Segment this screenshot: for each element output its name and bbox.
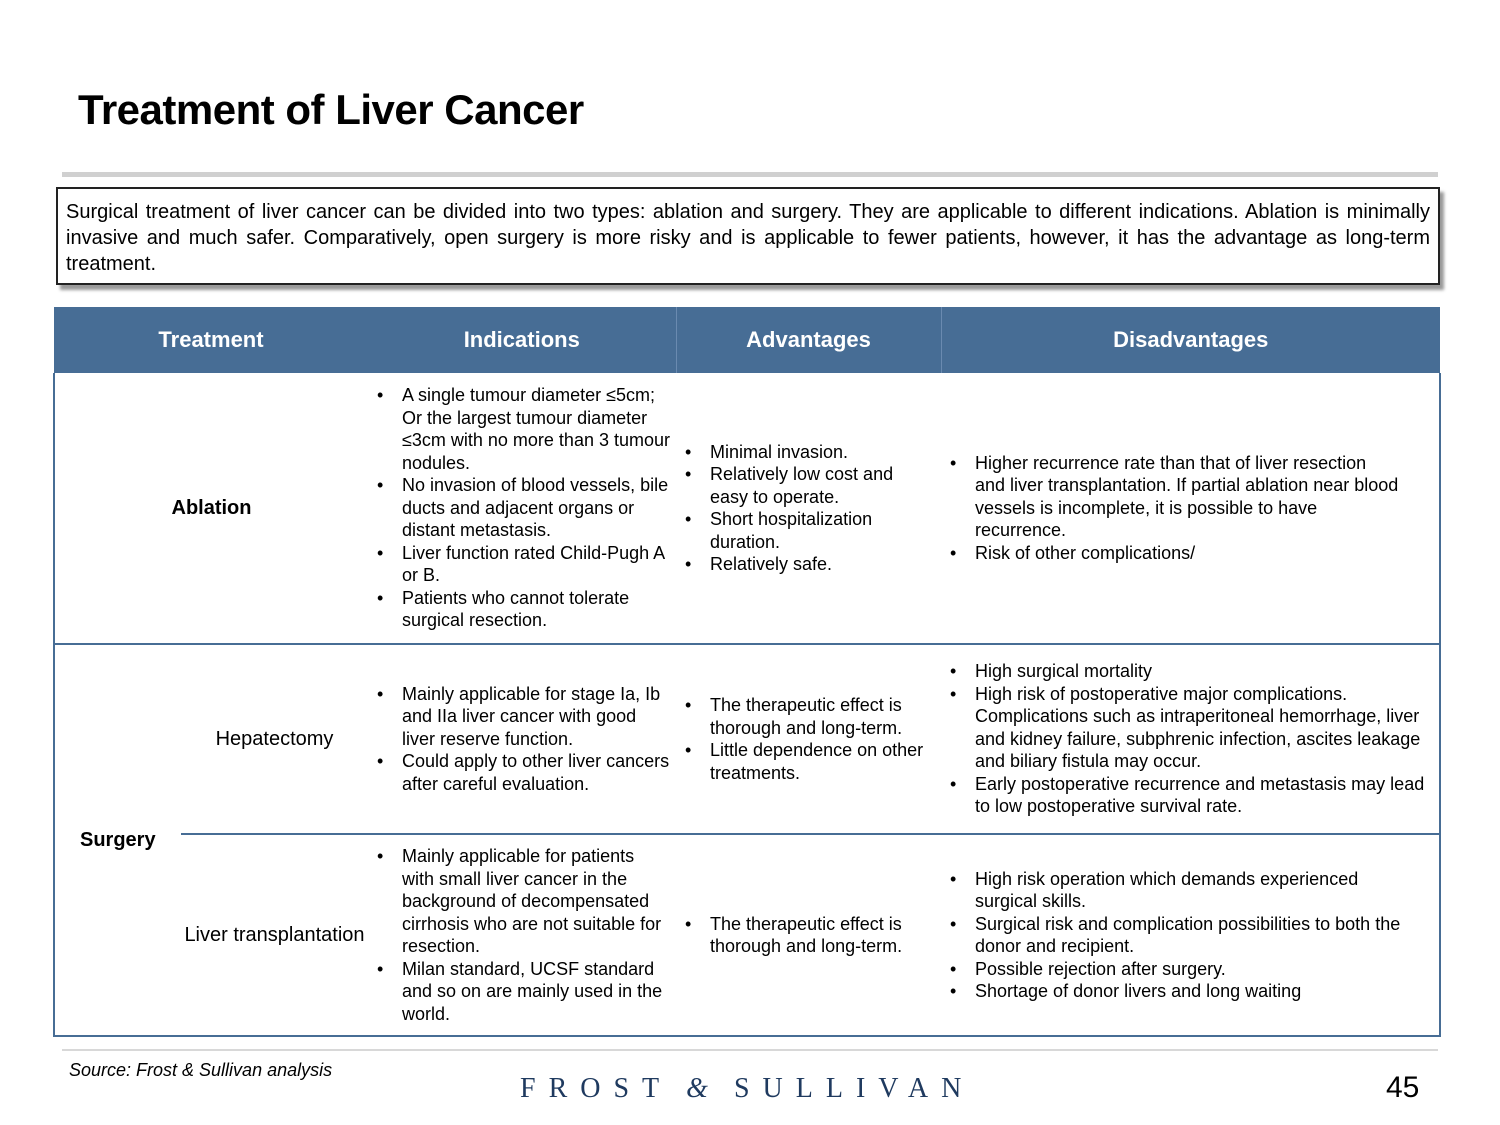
frost-sullivan-logo: [520, 1073, 980, 1107]
logo-text-left: FROST: [520, 1073, 673, 1104]
page-title: Treatment of Liver Cancer: [78, 86, 584, 133]
source-note: Source: Frost & Sullivan analysis: [69, 1060, 333, 1080]
table-row-ablation: [54, 373, 1440, 644]
header-advantages: Advantages: [676, 307, 941, 373]
table-row-liver-transplantation: [54, 834, 1440, 1036]
page-number: 45: [1386, 1071, 1420, 1104]
list-item: • Shortage of donor livers and long waiting: [941, 980, 1409, 1003]
treatment-ablation: Ablation: [54, 373, 368, 644]
list-item: • The therapeutic effect is thorough and long-term.: [676, 694, 933, 739]
table-header-row: [54, 307, 1440, 373]
ablation-advantages: [676, 373, 941, 644]
list-item: • The therapeutic effect is thorough and long-term.: [676, 913, 933, 958]
ablation-indications: [368, 373, 676, 644]
liver-transplantation-disadvantages: [941, 834, 1440, 1036]
header-disadvantages: Disadvantages: [941, 307, 1440, 373]
treatment-surgery: Surgery: [54, 644, 181, 1036]
list-item: • Liver function rated Child-Pugh A or B.: [368, 542, 670, 587]
list-item: • Milan standard, UCSF standard and so on are mainly used in the world.: [368, 958, 670, 1026]
liver-transplantation-indications: [368, 834, 676, 1036]
list-item: • Possible rejection after surgery.: [941, 958, 1409, 981]
summary-box: Surgical treatment of liver cancer can be divided into two types: ablation and surgery. They are applicable to different indications. Ablation is minimally invasive and much safer. Comparatively, open surgery is more risky and is applicable to fewer patients, however, it has the advantage as long-term treatment.: [56, 187, 1440, 285]
list-item: • Early postoperative recurrence and metastasis may lead to low postoperative survival rate.: [941, 773, 1425, 818]
list-item: • High risk operation which demands experienced surgical skills.: [941, 868, 1409, 913]
list-item: • Mainly applicable for stage Ia, Ib and IIa liver cancer with good liver reserve function.: [368, 683, 670, 751]
logo-text-right: SULLIVAN: [733, 1073, 975, 1104]
list-item: • Short hospitalization duration.: [676, 508, 933, 553]
hepatectomy-disadvantages: [941, 644, 1440, 834]
list-item: • No invasion of blood vessels, bile ducts and adjacent organs or distant metastasis.: [368, 474, 670, 542]
list-item: • Higher recurrence rate than that of liver resection and liver transplantation. If partial ablation near blood vessels is incomplete, it is possible to have recurrence.: [941, 452, 1399, 542]
title-divider: [62, 172, 1438, 177]
footer-divider: [62, 1049, 1438, 1051]
logo-ampersand: &: [686, 1073, 708, 1104]
treatment-table: [53, 307, 1441, 1037]
list-item: • Mainly applicable for patients with small liver cancer in the background of decompensated cirrhosis who are not suitable for resection.: [368, 845, 670, 958]
hepatectomy-indications: [368, 644, 676, 834]
list-item: • Minimal invasion.: [676, 441, 933, 464]
list-item: • Little dependence on other treatments.: [676, 739, 933, 784]
list-item: • Surgical risk and complication possibilities to both the donor and recipient.: [941, 913, 1409, 958]
list-item: • Risk of other complications/: [941, 542, 1399, 565]
list-item: • Could apply to other liver cancers after careful evaluation.: [368, 750, 670, 795]
ablation-disadvantages: [941, 373, 1440, 644]
list-item: • Relatively safe.: [676, 553, 933, 576]
header-indications: Indications: [368, 307, 676, 373]
liver-transplantation-advantages: [676, 834, 941, 1036]
list-item: • High surgical mortality: [941, 660, 1425, 683]
list-item: • Patients who cannot tolerate surgical resection.: [368, 587, 670, 632]
hepatectomy-advantages: [676, 644, 941, 834]
header-treatment: Treatment: [54, 307, 368, 373]
table-row-hepatectomy: [54, 644, 1440, 834]
treatment-liver-transplantation: Liver transplantation: [181, 834, 368, 1036]
list-item: • High risk of postoperative major complications. Complications such as intraperitoneal hemorrhage, liver and kidney failure, subphrenic infection, ascites leakage and biliary fistula may occur.: [941, 683, 1425, 773]
treatment-hepatectomy: Hepatectomy: [181, 644, 368, 834]
list-item: • A single tumour diameter ≤5cm; Or the largest tumour diameter ≤3cm with no more than 3 tumour nodules.: [368, 384, 670, 474]
list-item: • Relatively low cost and easy to operate.: [676, 463, 933, 508]
